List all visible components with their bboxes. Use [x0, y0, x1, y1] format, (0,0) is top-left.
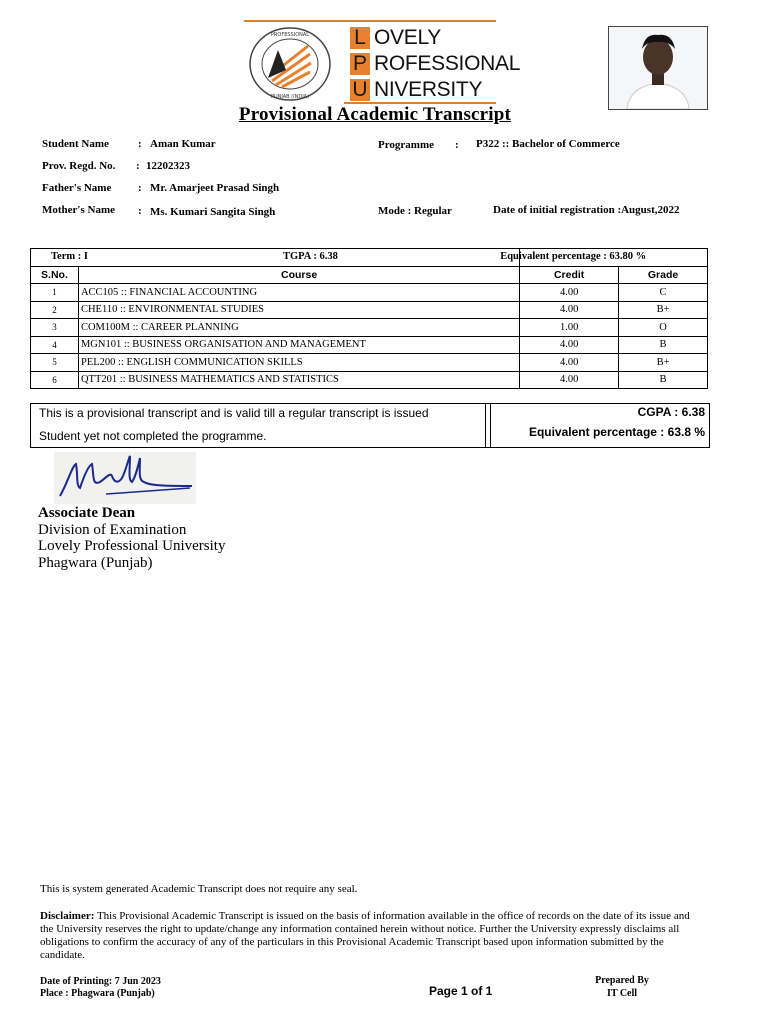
date-of-printing: Date of Printing: 7 Jun 2023 [40, 976, 161, 987]
student-name-label: Student Name [42, 138, 109, 150]
regd-no-value: 12202323 [146, 160, 190, 172]
row-grade: B [619, 371, 708, 389]
disclaimer-label: Disclaimer: [40, 910, 95, 922]
mother-name-label: Mother's Name [42, 204, 116, 216]
disclaimer-text: This Provisional Academic Transcript is issued on the basis of information available in the office of records on the date of its issue and the University reserves the right to update/change any information contained herein without notice. Further the University expressly disclaims all obligations to confirm the accuracy of any of the particulars in this Provisional Academic Transcript based upon information submitted by the candidate. [40, 910, 690, 961]
row-course: QTT201 :: BUSINESS MATHEMATICS AND STATISTICS [78, 371, 519, 389]
student-photo [608, 26, 708, 110]
table-row [31, 354, 708, 372]
student-portrait-icon [609, 27, 707, 109]
svg-text:PUNJAB (INDIA): PUNJAB (INDIA) [270, 94, 310, 100]
row-grade: B [619, 336, 708, 354]
row-credit: 4.00 [520, 301, 619, 319]
logo-letter-u: U [350, 79, 370, 101]
row-course: ACC105 :: FINANCIAL ACCOUNTING [78, 284, 519, 302]
logo-letter-p: P [350, 53, 370, 75]
father-name-label: Father's Name [42, 182, 112, 194]
logo-word-rofessional: ROFESSIONAL [374, 52, 521, 75]
programme-separator: : [455, 139, 459, 151]
row-sno: 3 [31, 319, 79, 337]
column-header-course: Course [78, 266, 519, 284]
row-course: PEL200 :: ENGLISH COMMUNICATION SKILLS [78, 354, 519, 372]
row-credit: 4.00 [520, 336, 619, 354]
row-course: CHE110 :: ENVIRONMENTAL STUDIES [78, 301, 519, 319]
row-credit: 1.00 [520, 319, 619, 337]
regd-no-separator: : [136, 160, 140, 172]
prepared-by-label: Prepared By [595, 975, 649, 986]
row-course: COM100M :: CAREER PLANNING [78, 319, 519, 337]
grades-table [30, 248, 708, 389]
father-name-separator: : [138, 182, 142, 194]
svg-text:PROFESSIONAL: PROFESSIONAL [270, 32, 310, 38]
regd-no-label: Prov. Regd. No. [42, 160, 116, 172]
programme-status-note: Student yet not completed the programme. [39, 429, 267, 443]
row-sno: 4 [31, 336, 79, 354]
row-sno: 1 [31, 284, 79, 302]
term-summary-row [31, 249, 708, 267]
table-header-row [31, 266, 708, 284]
logo-top-rule [244, 20, 496, 22]
cgpa-summary-box [30, 403, 710, 448]
logo-line-university [350, 78, 482, 102]
term-equivalent-percentage: Equivalent percentage : 63.80 % [500, 251, 647, 262]
signatory-university: Lovely Professional University [38, 538, 226, 554]
disclaimer [40, 910, 702, 962]
column-header-grade: Grade [619, 266, 708, 284]
mother-name-separator: : [138, 205, 142, 217]
programme-value: P322 :: Bachelor of Commerce [476, 138, 620, 150]
row-course: MGN101 :: BUSINESS ORGANISATION AND MANAGEMENT [78, 336, 519, 354]
university-logo [240, 20, 521, 104]
row-sno: 5 [31, 354, 79, 372]
mother-name-value: Ms. Kumari Sangita Singh [150, 206, 276, 218]
initial-registration-date: Date of initial registration :August,2022 [493, 204, 680, 216]
row-grade: B+ [619, 354, 708, 372]
cgpa-value: CGPA : 6.38 [637, 405, 705, 419]
row-grade: O [619, 319, 708, 337]
table-row [31, 336, 708, 354]
term-tgpa: TGPA : 6.38 [283, 251, 338, 262]
provisional-validity-note: This is a provisional transcript and is valid till a regular transcript is issued [39, 406, 429, 420]
summary-divider [485, 404, 491, 447]
place-of-printing: Place : Phagwara (Punjab) [40, 988, 155, 999]
mode-of-study: Mode : Regular [378, 205, 452, 217]
seal-note: This is system generated Academic Transcript does not require any seal. [40, 883, 358, 895]
row-grade: B+ [619, 301, 708, 319]
student-name-separator: : [138, 138, 142, 150]
logo-letter-l: L [350, 27, 370, 49]
logo-line-lovely [350, 26, 441, 50]
logo-word-niversity: NIVERSITY [374, 78, 483, 101]
programme-label: Programme [378, 139, 434, 151]
table-row [31, 319, 708, 337]
row-sno: 6 [31, 371, 79, 389]
column-header-sno: S.No. [31, 266, 79, 284]
father-name-value: Mr. Amarjeet Prasad Singh [150, 182, 280, 194]
cgpa-equivalent-percentage: Equivalent percentage : 63.8 % [528, 425, 705, 439]
page-number: Page 1 of 1 [429, 984, 493, 998]
signatory-division: Division of Examination [38, 521, 187, 538]
row-sno: 2 [31, 301, 79, 319]
row-grade: C [619, 284, 708, 302]
page-title: Provisional Academic Transcript [238, 104, 512, 125]
row-credit: 4.00 [520, 354, 619, 372]
table-row [31, 284, 708, 302]
table-row [31, 301, 708, 319]
table-row [31, 371, 708, 389]
column-header-credit: Credit [520, 266, 619, 284]
dean-signature-icon [54, 452, 196, 504]
university-seal-icon [248, 26, 332, 102]
prepared-by-value: IT Cell [606, 988, 638, 999]
signatory-block [38, 505, 225, 571]
student-name-value: Aman Kumar [150, 138, 216, 150]
signatory-title: Associate Dean [38, 505, 136, 521]
row-credit: 4.00 [520, 284, 619, 302]
logo-word-ovely: OVELY [374, 26, 441, 49]
signatory-location: Phagwara (Punjab) [38, 554, 153, 571]
logo-line-professional [350, 52, 520, 76]
row-credit: 4.00 [520, 371, 619, 389]
term-name: Term : I [51, 251, 88, 262]
